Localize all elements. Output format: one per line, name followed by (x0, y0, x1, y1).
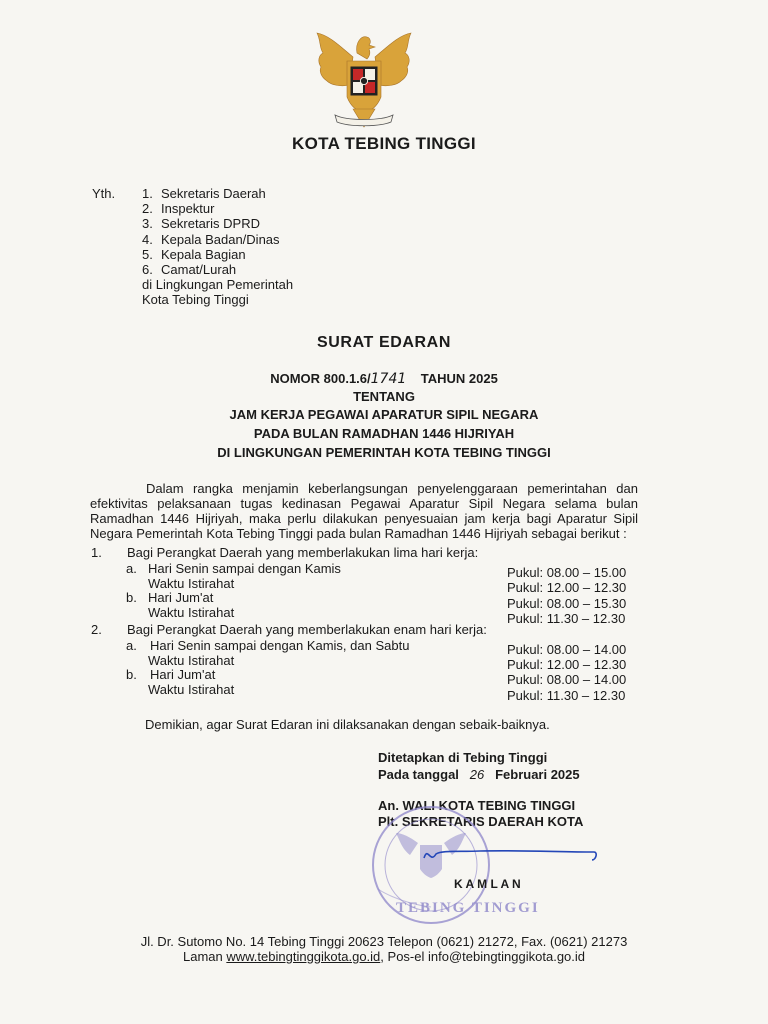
list-item: 2. Inspektur (142, 201, 215, 217)
signature-on-behalf: An. WALI KOTA TEBING TINGGI (378, 798, 576, 813)
schedule-number: 2. (91, 622, 102, 637)
schedule-time: Pukul: 11.30 – 12.30 (507, 688, 626, 703)
recipient-list (142, 186, 293, 308)
signature-place: Ditetapkan di Tebing Tinggi (378, 750, 548, 765)
schedule-day: Waktu Istirahat (148, 682, 235, 697)
signature-position: Plt. SEKRETARIS DAERAH KOTA (378, 814, 584, 829)
schedule-time: Pukul: 08.00 – 15.30 (507, 596, 627, 611)
schedule-day: Hari Jum'at (148, 590, 214, 605)
schedule-time: Pukul: 12.00 – 12.30 (507, 580, 627, 595)
schedule-letter: b. (126, 590, 137, 605)
signature-date: Pada tanggal 26 Februari 2025 (378, 767, 580, 782)
schedule-day: Hari Senin sampai dengan Kamis (148, 561, 341, 576)
list-item: 4. Kepala Badan/Dinas (142, 231, 280, 247)
schedule-letter: a. (126, 561, 137, 576)
schedule-letter: b. (126, 667, 137, 682)
schedule-time: Pukul: 08.00 – 14.00 (507, 642, 627, 657)
city-heading: KOTA TEBING TINGGI (292, 134, 476, 153)
recipient-scope-line: Kota Tebing Tinggi (142, 292, 249, 308)
handwritten-date: 26 (469, 767, 485, 782)
document-number: NOMOR 800.1.6/1741 TAHUN 2025 (270, 371, 498, 387)
document-title: SURAT EDARAN (316, 334, 451, 351)
handwritten-signature-icon (420, 840, 610, 870)
schedule-day: Waktu Istirahat (148, 605, 235, 620)
schedule-time: Pukul: 12.00 – 12.30 (507, 657, 627, 672)
footer-address: Jl. Dr. Sutomo No. 14 Tebing Tinggi 20623 Telepon (0621) 21272, Fax. (0621) 21273 (140, 934, 628, 949)
schedule-time: Pukul: 11.30 – 12.30 (507, 611, 626, 626)
list-item: 3. Sekretaris DPRD (142, 216, 260, 232)
schedule-day: Waktu Istirahat (148, 653, 235, 668)
subject-tentang: TENTANG (353, 389, 415, 404)
schedule-letter: a. (126, 638, 137, 653)
website-link[interactable]: www.tebingtinggikota.go.id (226, 949, 381, 964)
list-item: 6. Camat/Lurah (142, 262, 237, 278)
signer-name: K A M L A N (454, 877, 521, 891)
list-item: 5. Kepala Bagian (142, 246, 246, 262)
list-item: 1. Sekretaris Daerah (142, 186, 266, 201)
schedule-day: Waktu Istirahat (148, 576, 235, 591)
subject-line: JAM KERJA PEGAWAI APARATUR SIPIL NEGARA (229, 407, 539, 422)
schedule-day: Hari Jum'at (150, 667, 216, 682)
schedule-number: 1. (91, 545, 102, 560)
intro-paragraph: Dalam rangka menjamin keberlangsungan penyelenggaraan pemerintahan dan efektivitas pelaksanaan tugas kedinasan Pegawai Aparatur Sipil Negara selama bulan Ramadhan 1446 Hijriyah, maka perlu dilakukan penyesuaian jam kerja bagi Aparatur Sipil Negara Pemerintah Kota Tebing Tinggi pada bulan Ramadhan 1446 Hijriyah sebagai berikut : (90, 481, 638, 541)
schedule-heading: Bagi Perangkat Daerah yang memberlakukan lima hari kerja: (127, 545, 479, 560)
subject-line: PADA BULAN RAMADHAN 1446 HIJRIYAH (253, 426, 515, 441)
schedule-day: Hari Senin sampai dengan Kamis, dan Sabtu (150, 638, 410, 653)
schedule-heading: Bagi Perangkat Daerah yang memberlakukan enam hari kerja: (127, 622, 487, 637)
stamp-text: TEBING TINGGI (396, 900, 540, 916)
subject-line: DI LINGKUNGAN PEMERINTAH KOTA TEBING TINGGI (217, 445, 551, 460)
schedule-time: Pukul: 08.00 – 15.00 (507, 565, 627, 580)
closing-sentence: Demikian, agar Surat Edaran ini dilaksanakan dengan sebaik-baiknya. (145, 717, 550, 732)
recipient-label: Yth. (92, 186, 116, 201)
garuda-emblem-icon (311, 27, 417, 131)
recipient-scope-line: di Lingkungan Pemerintah (142, 277, 294, 293)
footer-contact: Laman www.tebingtinggikota.go.id, Pos-el info@tebingtinggikota.go.id (182, 949, 586, 964)
schedule-time: Pukul: 08.00 – 14.00 (507, 672, 627, 687)
handwritten-number: 1741 (370, 371, 407, 387)
